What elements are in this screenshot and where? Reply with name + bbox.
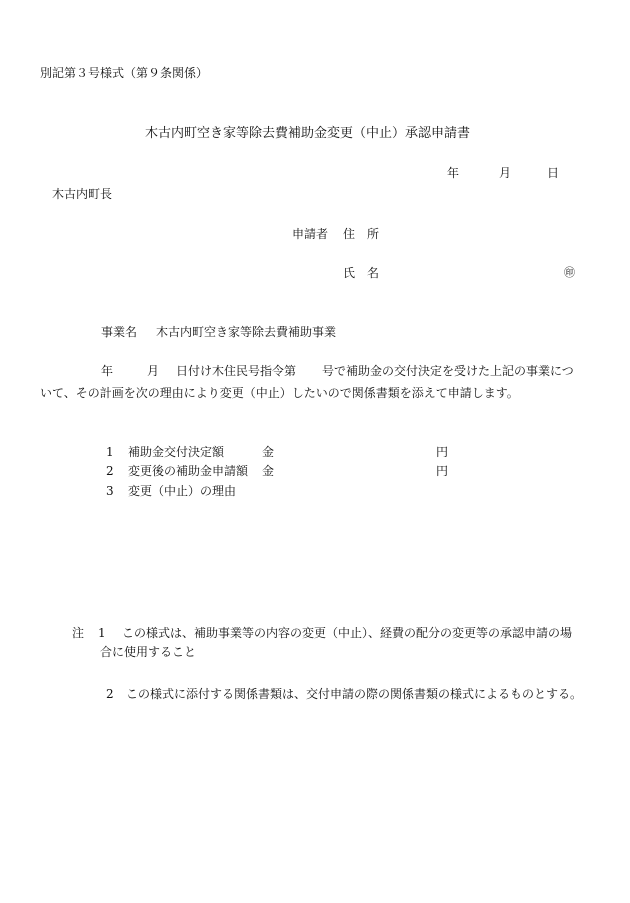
body-year-label: 年 [101, 364, 114, 378]
note-1-line-1: この様式は、補助事業等の内容の変更（中止）、経費の配分の変更等の承認申請の場 [122, 626, 573, 640]
item-label-revised-amount: 変更後の補助金申請額 [128, 464, 249, 478]
item-label-grant-decision-amount: 補助金交付決定額 [128, 445, 225, 459]
addressee: 木古内町長 [52, 187, 113, 201]
form-number-label: 別記第３号様式（第９条関係） [40, 66, 209, 80]
note-number: 1 [98, 626, 106, 640]
note-1-line-2: 合に使用すること [100, 645, 197, 659]
body-text-a: 日付け木住民号指令第 [176, 364, 297, 378]
seal-mark: ㊞ [564, 266, 575, 279]
note-number: 2 [106, 687, 114, 701]
item-number: 3 [106, 484, 114, 498]
applicant-label: 申請者 [292, 227, 329, 241]
project-label: 事業名 [101, 325, 138, 339]
name-label: 氏 名 [343, 266, 380, 280]
date-month-label: 月 [499, 166, 512, 180]
document-title: 木古内町空き家等除去費補助金変更（中止）承認申請書 [145, 126, 471, 141]
project-name: 木古内町空き家等除去費補助事業 [156, 325, 337, 339]
note-2-text: この様式に添付する関係書類は、交付申請の際の関係書類の様式によるものとする。 [126, 687, 583, 701]
body-month-label: 月 [147, 364, 160, 378]
date-day-label: 日 [547, 166, 560, 180]
body-text-b: 号で補助金の交付決定を受けた上記の事業につ [322, 364, 574, 378]
item-label-change-reason: 変更（中止）の理由 [128, 484, 237, 498]
item-suffix-yen: 円 [436, 464, 449, 478]
address-label: 住 所 [343, 227, 380, 241]
item-prefix-yen: 金 [262, 445, 275, 459]
date-year-label: 年 [447, 166, 460, 180]
body-line-2: いて、その計画を次の理由により変更（中止）したいので関係書類を添えて申請します。 [40, 386, 519, 400]
item-number: 2 [106, 464, 114, 478]
item-suffix-yen: 円 [436, 445, 449, 459]
notes-label: 注 [72, 626, 85, 640]
item-prefix-yen: 金 [262, 464, 275, 478]
item-number: 1 [106, 445, 114, 459]
